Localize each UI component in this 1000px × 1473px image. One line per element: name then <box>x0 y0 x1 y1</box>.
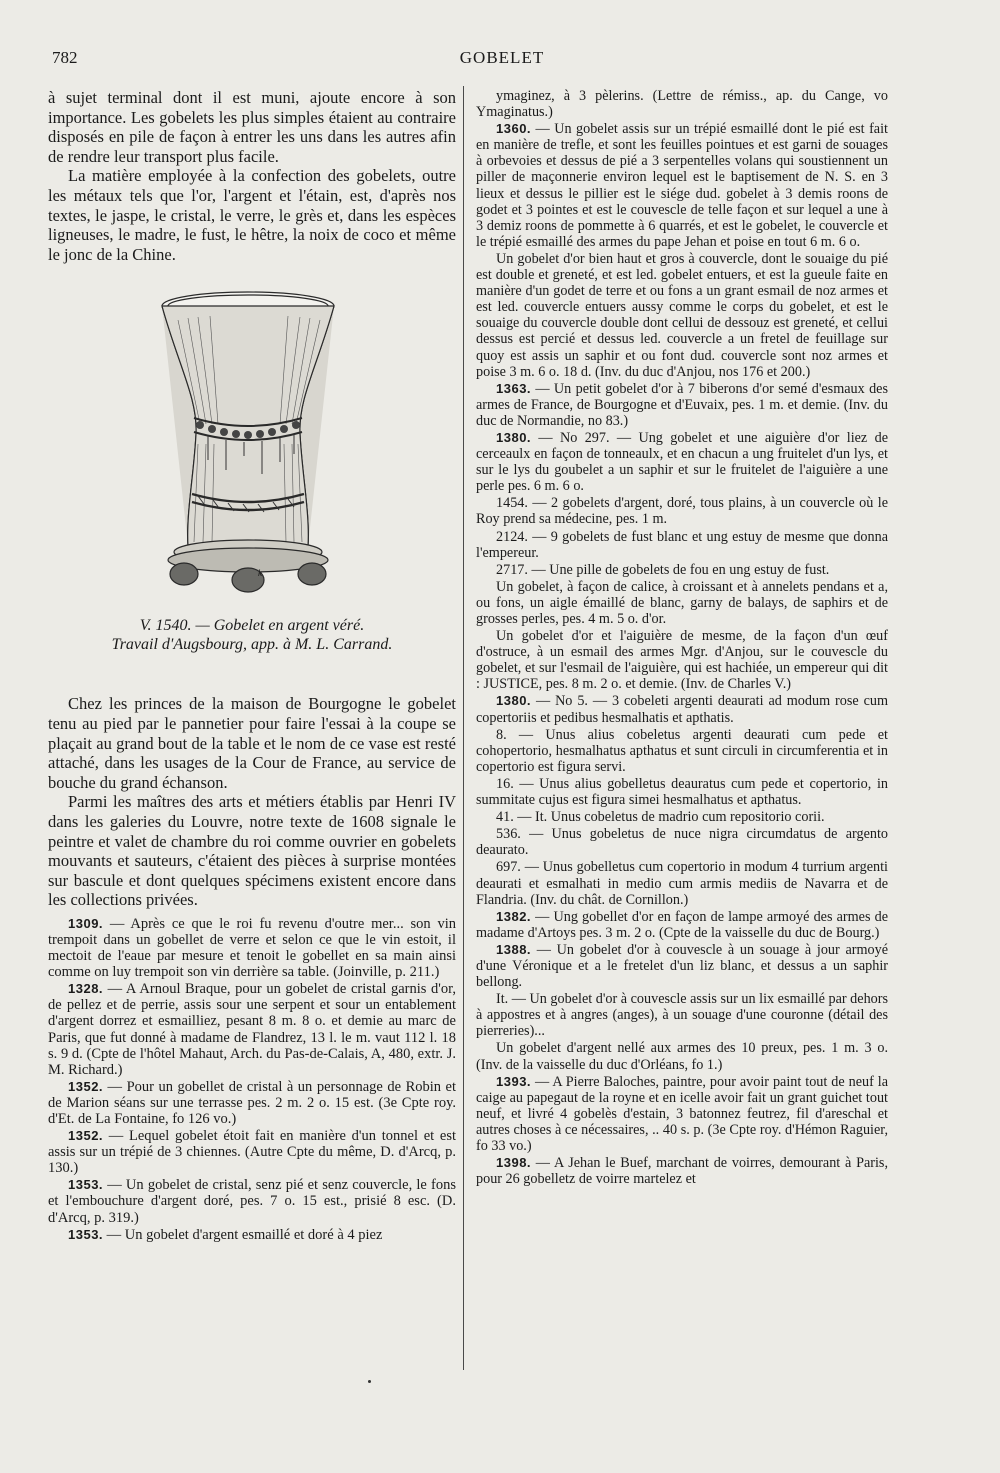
entry-text: 8. — Unus alius cobeletus argenti deaurati cum pede et cohopertorio, hesmalhatus apthatus et sunt circuli in circumferentia et in copertorio est figura servi. <box>476 726 888 775</box>
entry-year: 1309. <box>68 915 104 931</box>
entry-year: 1353. <box>68 1226 104 1242</box>
figure-caption-line-2 <box>48 635 456 654</box>
entry-text: — Un gobelet d'or à couvescle à un souage à jour armoyé d'une Véronique et a le fretelet d'un liz blanc, et dessus a un saphir bellong. <box>476 941 888 991</box>
entry <box>476 430 888 494</box>
entry-year: 1393. <box>496 1073 532 1089</box>
entry-text: — Ung gobellet d'or en façon de lampe armoyé des armes de madame d'Artoys pes. 3 m. 2 o. (Cpte de la vaisselle du duc de Bourg.) <box>476 908 888 941</box>
entry-text: — No 297. — Ung gobelet et une aiguière d'or liez de cerceaulx en façon de tonneaulx, et en chacun a ung fruitelet d'un lys, et sur le lys du goubelet a un saphir et sur le fruitelet de l'aiguière a une perle pes. 6 m. 6 o. <box>476 429 888 495</box>
entry-text: 697. — Unus gobelletus cum copertorio in modum 4 turrium argenti deaurati et esmalhati in medio cum armis mediis de Navarra et de Flandria. (Inv. du chât. de Cornillon.) <box>476 859 888 908</box>
figure-caption-line-1 <box>48 616 456 635</box>
entry-text: 1454. — 2 gobelets d'argent, doré, tous plains, à un couvercle où le Roy prend sa médecine, pes. 1 m. <box>476 495 888 528</box>
entry <box>476 776 888 808</box>
entry-text: — A Jehan le Buef, marchant de voirres, demourant à Paris, pour 26 gobelletz de voirre martelez et <box>476 1155 888 1188</box>
column-divider <box>463 86 464 1370</box>
entry-text: 2717. — Une pille de gobelets de fou en ung estuy de fust. <box>496 561 830 578</box>
entry <box>476 826 888 858</box>
page-header <box>52 48 952 72</box>
goblet-illustration <box>48 284 456 602</box>
entry-year: 1352. <box>68 1078 104 1094</box>
entry <box>476 628 888 692</box>
entry <box>476 121 888 250</box>
entry <box>476 809 888 825</box>
entry-text: — A Pierre Baloches, paintre, pour avoir paint tout de neuf la caige au papegaut de la royne et en icelle avoir fait un grant guichet tout neuf, et livré 4 gobelès d'estain, 3 batonnez feutrez, fil d'areschal et autres choses à ce nécessaires, .. 40 s. p. (3e Cpte roy. d'Hémon Raguier, fo 33 vo.) <box>476 1073 888 1154</box>
entry <box>476 1040 888 1072</box>
entry-text: — Lequel gobelet étoit fait en manière d'un tonnel et est assis sur un trépié de 3 chiennes. (Autre Cpte du même, D. d'Arcq, p. 130.) <box>48 1128 456 1177</box>
entry <box>476 942 888 990</box>
entry <box>476 1074 888 1154</box>
entry-year: 1352. <box>68 1128 104 1144</box>
goblet-engraving <box>48 284 456 602</box>
entry-text: Un gobelet d'or et l'aiguière de mesme, de la façon d'un œuf d'ostruce, à un esmail des armes Mgr. d'Anjou, sur le couvescle du gobelet, et sur l'esmail de l'aiguière, qui est hachiée, un empereur qui dit : JUSTICE, pes. 8 m. 2 o. et demie. (Inv. de Charles V.) <box>476 628 888 693</box>
entry-text: Un gobelet d'or bien haut et gros à couvercle, dont le souaige du pié est double et greneté, et est led. gobelet entuers, et est la gueule faite en manière d'un godet de terre et ou fons a un grant esmail de noz armes et est led. couvercle entuers aussy comme le corps du gobelet, et est le souaige du couvercle double dont cellui de dessouz est greneté, et cellui dessus est percié et dessus led. couvercle a un fretel de feuillage sur quoy est assis un saphir et ou font dud. couvercle sont noz armes et poise 3 m. 6 o. 18 d. (Inv. du duc d'Anjou, nos 176 et 200.) <box>476 250 888 380</box>
entry <box>48 1227 456 1243</box>
entry <box>476 562 888 578</box>
entry-year: 1353. <box>68 1177 104 1193</box>
entry-text: Un gobelet, à façon de calice, à croissant et à annelets pendans et a, ou fons, un aigle émaillé de blanc, garny de balays, de saphirs et de grosses perles, pes. 4 m. 5 o. d'or. <box>476 578 888 627</box>
entry <box>476 693 888 725</box>
entry <box>476 251 888 380</box>
entry <box>476 727 888 775</box>
entry <box>476 1155 888 1187</box>
entry <box>476 495 888 527</box>
entry-year: 1382. <box>496 908 532 924</box>
entry-year: 1380. <box>496 693 532 709</box>
entry-year: 1380. <box>496 429 532 445</box>
intro-paragraph-1: à sujet terminal dont il est muni, ajoute encore à son importance. Les gobelets les plus simples étaient au contraire disposés en pile de façon à entrer les uns dans les autres afin de rendre leur transport plus facile. <box>48 88 456 166</box>
entry-text: Un gobelet d'argent nellé aux armes des 10 preux, pes. 1 m. 3 o. (Inv. de la vaisselle du duc d'Orléans, fo 1.) <box>476 1040 888 1073</box>
entry <box>476 859 888 907</box>
intro-paragraph-2: La matière employée à la confection des gobelets, outre les métaux tels que l'or, l'argent et l'étain, est, d'après nos textes, le jaspe, le cristal, le verre, le grès et, dans les espèces ligneuses, le madre, le fust, le hêtre, la noix de coco et même le jonc de la Chine. <box>48 166 456 264</box>
entry-text: — Un gobelet de cristal, senz pié et senz couvercle, le fons et l'embouchure d'argent doré, pes. 7 o. 15 est., prisié 8 esc. (D. d'Arcq, p. 319.) <box>48 1177 456 1226</box>
entry-text: — No 5. — 3 cobeleti argenti deaurati ad modum rose cum copertoriis et pedibus hesmalhatis et apthatis. <box>476 693 888 726</box>
entry-text: 2124. — 9 gobelets de fust blanc et ung estuy de mesme que donna l'empereur. <box>476 528 888 561</box>
entry <box>476 529 888 561</box>
entry-year: 1363. <box>496 380 532 396</box>
entry <box>48 916 456 980</box>
entry <box>476 381 888 429</box>
entry <box>48 1079 456 1127</box>
running-title: GOBELET <box>459 48 545 67</box>
right-column <box>476 88 888 1188</box>
entry-year: 1328. <box>68 981 104 997</box>
entry <box>48 1128 456 1176</box>
left-column <box>48 88 456 1244</box>
entry-text: — Un petit gobelet d'or à 7 biberons d'or semé d'esmaux des armes de France, de Bourgogne et d'Euvaix, pes. 1 m. et demie. (Inv. du duc de Normandie, no 83.) <box>476 380 888 429</box>
entry-year: 1398. <box>496 1155 532 1171</box>
engraver-signature: k <box>258 568 262 579</box>
entry-text: 536. — Unus gobeletus de nuce nigra circumdatus de argento deaurato. <box>476 826 888 859</box>
entry-text: 16. — Unus alius gobelletus deauratus cum pede et copertorio, in summitate cujus est figura simei hesmalhatus et apthatus. <box>476 775 888 809</box>
entry <box>476 991 888 1039</box>
entry-text: It. — Un gobelet d'or à couvescle assis sur un lix esmaillé par dehors à appostres et à angres (anges), à un souage d'une couronne (détail des pierreries)... <box>476 991 888 1040</box>
entry-text: — Un gobelet d'argent esmaillé et doré à 4 piez <box>103 1226 383 1243</box>
entry-text: — A Arnoul Braque, pour un gobelet de cristal garnis d'or, de pellez et de perrie, assis sour une serpent et sour un entablement d'argent dorrez et esmailliez, pesant 8 m. 8 o. et demie au marc de Paris, que fut donné à madame de Flandrez, 13 l. le m. vaut 112 l. 18 s. 9 d. (Cpte de l'hôtel Mahaut, Arch. du Pas-de-Calais, A, 480, extr. J. M. Richard.) <box>48 981 456 1078</box>
entry-text: — Un gobelet assis sur un trépié esmaillé dont le pié est fait en manière de trefle, et sont les feuilles pointues et est garni de souages à orbevoies et dessus de pié a 3 serpentelles volans qui soustiennent un piller de maçonnerie environ lequel est le baptisement de N. S. en 3 lieux et dessus le pillier est le siége dud. gobelet à 3 demis roons de godet et 3 pointes et est le couvescle de telle façon et sur lequel a une à 3 demiz roons de pommette à 6 quarrés, et est le gobelet, le couvercle et le trépié esmaillé des armes du pape Jehan et poise en tout 6 m. 6 o. <box>476 121 888 250</box>
paragraph-henri-iv: Parmi les maîtres des arts et métiers établis par Henri IV dans les galeries du Louvre, notre texte de 1608 signale le peintre et valet de chambre du roi comme ouvrier en gobelets mouvants et sauteurs, c'étaient des pièces à surprise montées sur bascule et dont quelques spécimens existent encore dans les collections privées. <box>48 792 456 910</box>
entry <box>476 909 888 941</box>
entry <box>48 1177 456 1225</box>
entry <box>476 579 888 627</box>
entry <box>476 88 888 120</box>
page-number: 782 <box>52 48 78 67</box>
caption-text: Travail d'Augsbourg, app. à M. L. Carrand. <box>111 636 393 654</box>
entry <box>48 981 456 1078</box>
entry-year: 1388. <box>496 941 532 957</box>
print-dot <box>368 1380 371 1383</box>
caption-text: V. 1540. — Gobelet en argent véré. <box>139 617 365 635</box>
entry-year: 1360. <box>496 121 532 137</box>
paragraph-bourgogne: Chez les princes de la maison de Bourgogne le gobelet tenu au pied par le pannetier pour faire l'essai à la coupe se plaçait au grand bout de la table et le nom de ce vase est resté attaché, dans les usages de la Cour de France, au service de bouche du grand échanson. <box>48 694 456 792</box>
entry-text: — Pour un gobellet de cristal à un personnage de Robin et de Marion séans sur une terrasse pes. 2 m. 2 o. 15 est. (3e Cpte roy. d'Et. de La Fontaine, fo 126 vo.) <box>48 1078 456 1127</box>
entry-text: ymaginez, à 3 pèlerins. (Lettre de rémiss., ap. du Cange, vo Ymaginatus.) <box>476 88 888 121</box>
entry-text: — Après ce que le roi fu revenu d'outre mer... son vin trempoit dans un gobellet de verre et selon ce que le vin estoit, il mectoit de l'eaue par mesure et tenoit le gobellet en sa main ainsi comme on luy trempoit son vin derrière sa table. (Joinville, p. 211.) <box>48 915 456 981</box>
entry-text: 41. — It. Unus cobeletus de madrio cum repositorio corii. <box>496 809 825 826</box>
